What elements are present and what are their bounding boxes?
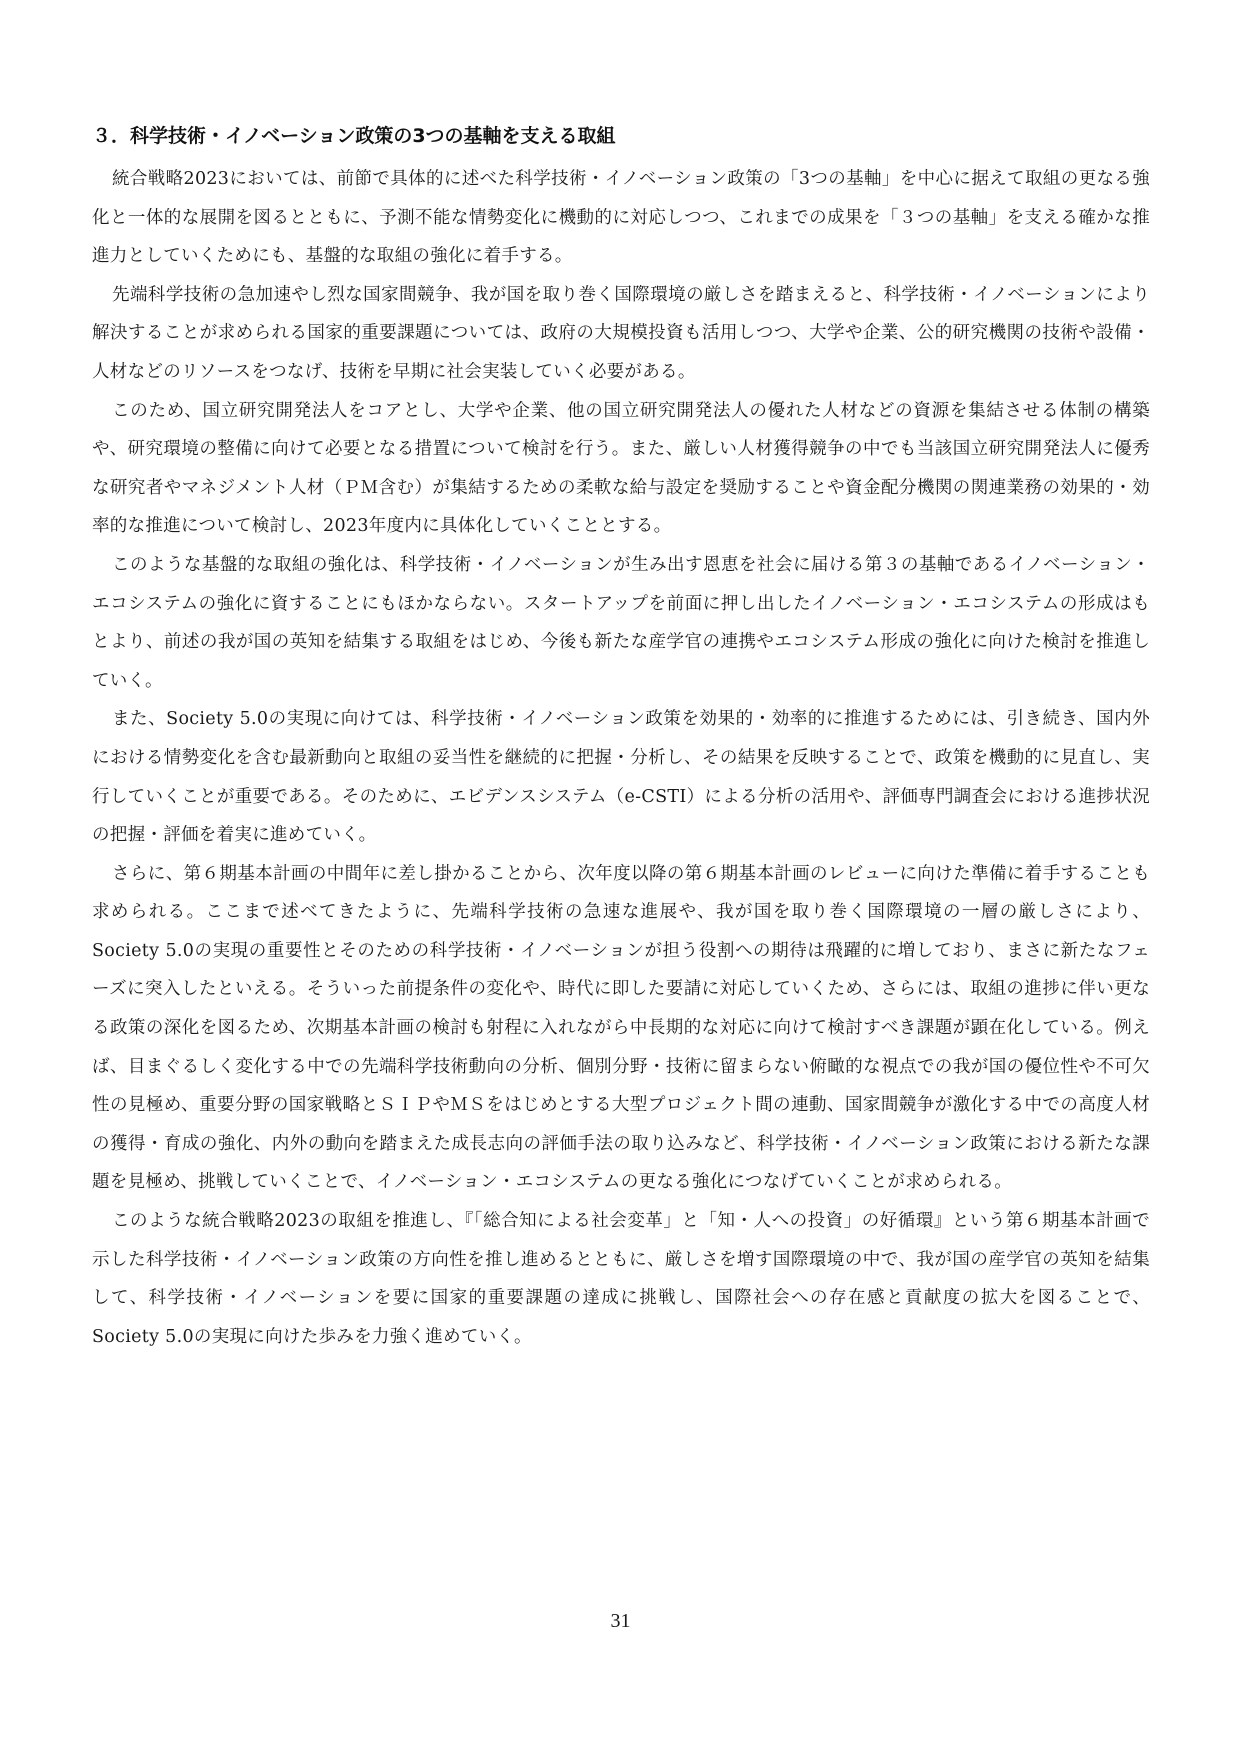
section-title: ３．科学技術・イノベーション政策の3つの基軸を支える取組 bbox=[92, 125, 616, 147]
paragraph: 先端科学技術の急加速やし烈な国家間競争、我が国を取り巻く国際環境の厳しさを踏まえると、科学技術・イノベーションにより解決することが求められる国家的重要課題については、政府の大規模投資も活用しつつ、大学や企業、公的研究機関の技術や設備・人材などのリソースをつなげ、技術を早期に社会実装していく必要がある。 bbox=[92, 284, 1150, 382]
paragraph: このような統合戦略2023の取組を推進し、『「総合知による社会変革」と「知・人への投資」の好循環』という第６期基本計画で示した科学技術・イノベーション政策の方向性を推し進めるとともに、厳しさを増す国際環境の中で、我が国の産学官の英知を結集して、科学技術・イノベーションを要に国家的重要課題の達成に挑戦し、国際社会への存在感と貢献度の拡大を図ることで、Society 5.0の実現に向けた歩みを力強く進めていく。 bbox=[92, 1211, 1150, 1347]
paragraph: このような基盤的な取組の強化は、科学技術・イノベーションが生み出す恩恵を社会に届ける第３の基軸であるイノベーション・エコシステムの強化に資することにもほかならない。スタートアップを前面に押し出したイノベーション・エコシステムの形成はもとより、前述の我が国の英知を結集する取組をはじめ、今後も新たな産学官の連携やエコシステム形成の強化に向けた検討を推進していく。 bbox=[92, 554, 1150, 691]
paragraph: 統合戦略2023においては、前節で具体的に述べた科学技術・イノベーション政策の「3つの基軸」を中心に据えて取組の更なる強化と一体的な展開を図るとともに、予測不能な情勢変化に機動的に対応しつつ、これまでの成果を「３つの基軸」を支える確かな推進力としていくためにも、基盤的な取組の強化に着手する。 bbox=[92, 169, 1150, 267]
paragraph: このため、国立研究開発法人をコアとし、大学や企業、他の国立研究開発法人の優れた人材などの資源を集結させる体制の構築や、研究環境の整備に向けて必要となる措置について検討を行う。また、厳しい人材獲得競争の中でも当該国立研究開発法人に優秀な研究者やマネジメント人材（ＰＭ含む）が集結するための柔軟な給与設定を奨励することや資金配分機関の関連業務の効果的・効率的な推進について検討し、2023年度内に具体化していくこととする。 bbox=[92, 400, 1150, 537]
body-text bbox=[92, 160, 1150, 1356]
paragraph: また、Society 5.0の実現に向けては、科学技術・イノベーション政策を効果的・効率的に推進するためには、引き続き、国内外における情勢変化を含む最新動向と取組の妥当性を継続的に把握・分析し、その結果を反映することで、政策を機動的に見直し、実行していくことが重要である。そのために、エビデンスシステム（e-CSTI）による分析の活用や、評価専門調査会における進捗状況の把握・評価を着実に進めていく。 bbox=[92, 709, 1150, 846]
paragraph: さらに、第６期基本計画の中間年に差し掛かることから、次年度以降の第６期基本計画のレビューに向けた準備に着手することも求められる。ここまで述べてきたように、先端科学技術の急速な進展や、我が国を取り巻く国際環境の一層の厳しさにより、Society 5.0の実現の重要性とそのための科学技術・イノベーションが担う役割への期待は飛躍的に増しており、まさに新たなフェーズに突入したといえる。そういった前提条件の変化や、時代に即した要請に対応していくため、さらには、取組の進捗に伴い更なる政策の深化を図るため、次期基本計画の検討も射程に入れながら中長期的な対応に向けて検討すべき課題が顕在化している。例えば、目まぐるしく変化する中での先端科学技術動向の分析、個別分野・技術に留まらない俯瞰的な視点での我が国の優位性や不可欠性の見極め、重要分野の国家戦略とＳＩＰやＭＳをはじめとする大型プロジェクト間の連動、国家間競争が激化する中での高度人材の獲得・育成の強化、内外の動向を踏まえた成長志向の評価手法の取り込みなど、科学技術・イノベーション政策における新たな課題を見極め、挑戦していくことで、イノベーション・エコシステムの更なる強化につなげていくことが求められる。 bbox=[92, 863, 1150, 1193]
page-number: 31 bbox=[610, 1610, 631, 1632]
